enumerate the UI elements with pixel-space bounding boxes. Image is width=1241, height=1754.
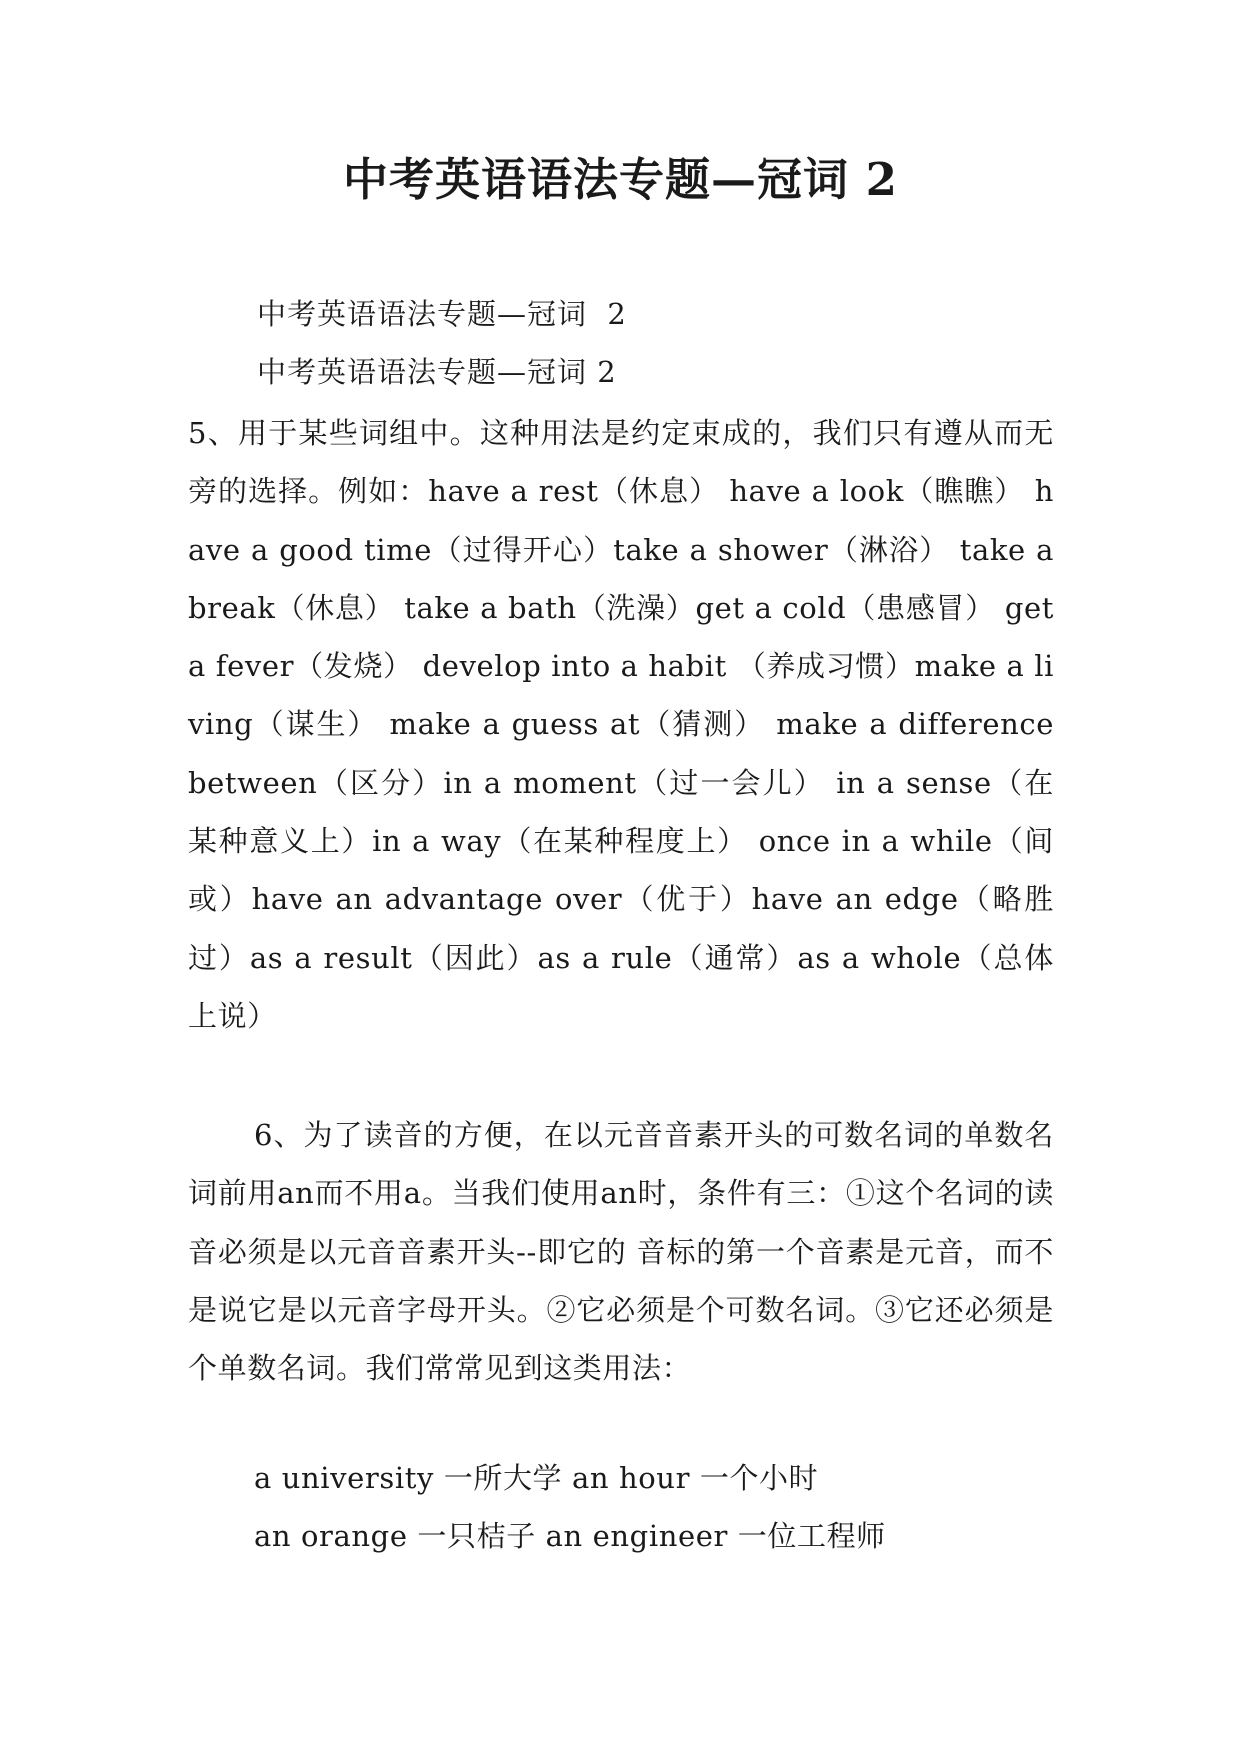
section-6-paragraph: 6、为了读音的方便，在以元音音素开头的可数名词的单数名词前用an而不用a。当我们使用an时，条件有三：①这个名词的读音必须是以元音音素开头--即它的 音标的第一个音素是元音，而不是说它是以元音字母开头。②它必须是个可数名词。③它还必须是个单数名词。我们常常见到这类用法： (188, 1118, 1054, 1386)
subtitle-line-1: 中考英语语法专题—冠词 2 (257, 297, 627, 331)
example-line-2: an orange 一只桔子 an engineer 一位工程师 (254, 1519, 886, 1553)
section-5-paragraph: 5、用于某些词组中。这种用法是约定束成的，我们只有遵从而无旁的选择。例如：have a rest（休息） have a look（瞧瞧） have a good time（过得开心）take a shower（淋浴） take a break（休息） take a bath（洗澡）get a cold（患感冒） get a fever（发烧） develop into a habit （养成习惯）make a living（谋生） make a guess at（猜测） make a difference between（区分）in a moment（过一会儿） in a sense（在某种意义上）in a way（在某种程度上） once in a while（间或）have an advantage over（优于）have an edge（略胜过）as a result（因此）as a rule（通常）as a whole（总体上说） (188, 416, 1054, 1033)
document-title: 中考英语语法专题—冠词 2 (343, 153, 898, 206)
example-line-1: a university 一所大学 an hour 一个小时 (254, 1461, 819, 1495)
subtitle-line-2: 中考英语语法专题—冠词 2 (257, 355, 617, 389)
